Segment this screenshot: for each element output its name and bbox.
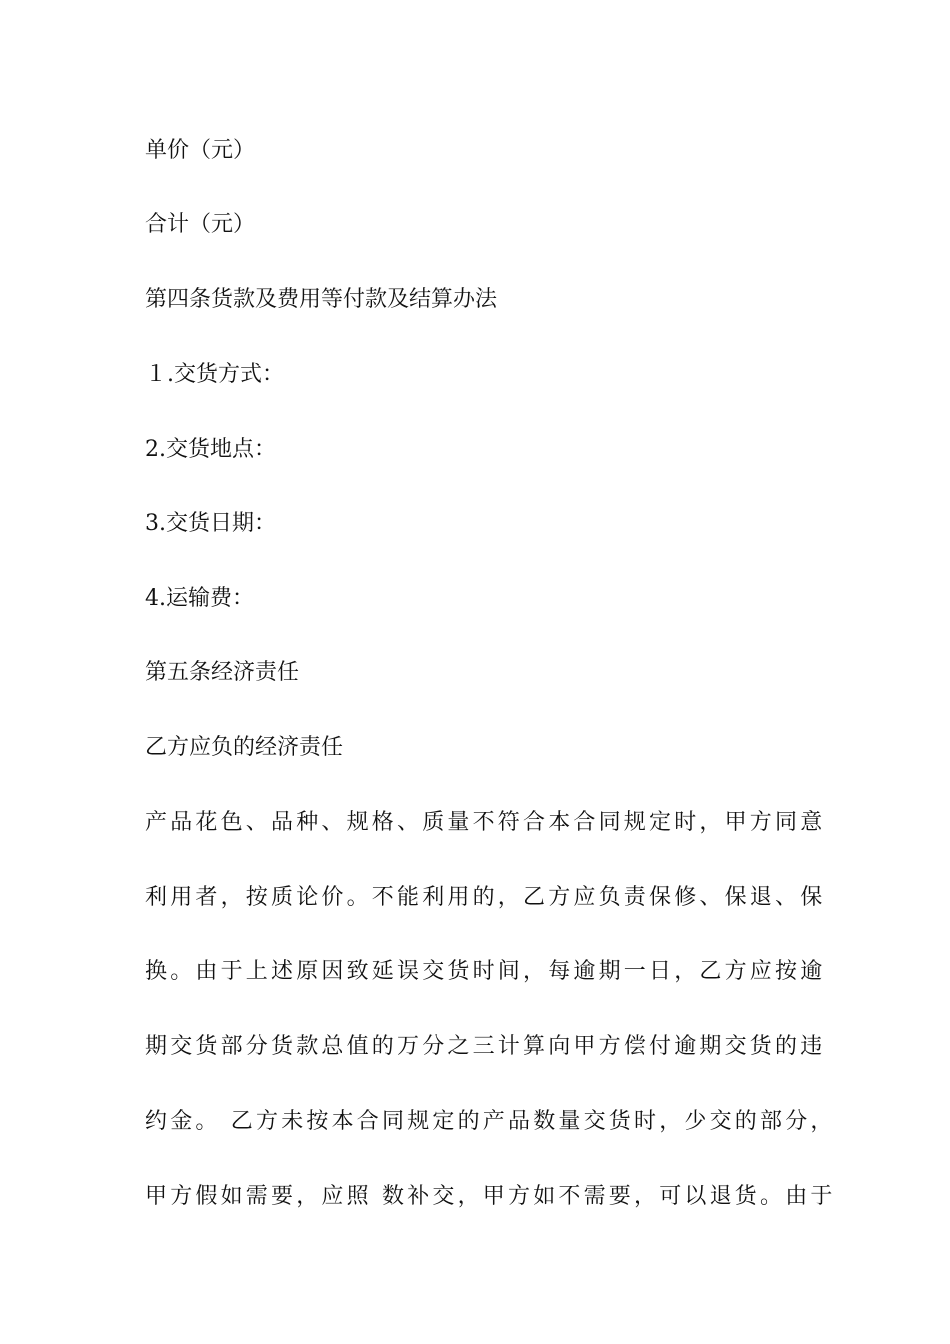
delivery-location-item: 2.交货地点： bbox=[145, 437, 276, 462]
paragraph-line: 换。由于上述原因致延误交货时间，每逾期一日，乙方应按逾 bbox=[145, 959, 826, 984]
total-label: 合计（元） bbox=[145, 212, 256, 237]
delivery-method-item: １.交货方式： bbox=[145, 362, 284, 387]
paragraph-line: 甲方假如需要，应照 数补交，甲方如不需要，可以退货。由于 bbox=[145, 1184, 836, 1209]
paragraph-line: 期交货部分货款总值的万分之三计算向甲方偿付逾期交货的违 bbox=[145, 1034, 826, 1059]
party-b-liability-heading: 乙方应负的经济责任 bbox=[145, 735, 344, 760]
paragraph-line: 利用者，按质论价。不能利用的，乙方应负责保修、保退、保 bbox=[145, 885, 826, 910]
article-four-heading: 第四条货款及费用等付款及结算办法 bbox=[145, 287, 498, 312]
transport-fee-item: 4.运输费： bbox=[145, 586, 254, 611]
delivery-date-item: 3.交货日期： bbox=[145, 511, 276, 536]
unit-price-label: 单价（元） bbox=[145, 138, 256, 163]
article-five-heading: 第五条经济责任 bbox=[145, 660, 300, 685]
paragraph-line: 约金。 乙方未按本合同规定的产品数量交货时，少交的部分， bbox=[145, 1109, 836, 1134]
paragraph-line: 产品花色、品种、规格、质量不符合本合同规定时，甲方同意 bbox=[145, 810, 826, 835]
